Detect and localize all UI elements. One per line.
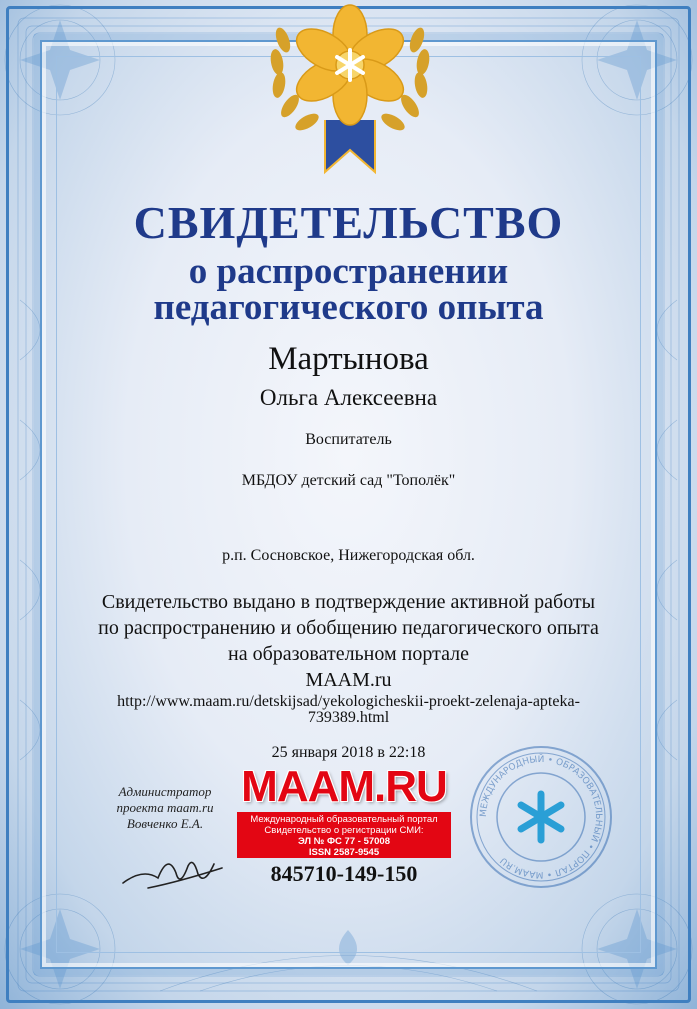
statement-line-3: на образовательном портале xyxy=(228,643,469,665)
publication-url xyxy=(60,694,637,726)
seal-ring-text: МЕЖДУНАРОДНЫЙ • ОБРАЗОВАТЕЛЬНЫЙ • ПОРТАЛ • MAAM.RU xyxy=(478,754,604,880)
seal-stamp-icon xyxy=(466,742,616,892)
admin-block xyxy=(100,784,230,832)
statement-line-2: по распространению и обобщению педагогического опыта xyxy=(98,617,599,639)
publication-url-line-2: 739389.html xyxy=(307,709,390,726)
certificate-subtitle-line1: о распространении xyxy=(188,251,509,292)
recipient-given-names: Ольга Алексеевна xyxy=(259,385,438,410)
recipient-surname: Мартынова xyxy=(268,341,429,377)
admin-name: Вовченко Е.А. xyxy=(126,816,204,831)
publication-url-line-1: http://www.maam.ru/detskijsad/yekologicheskii-proekt-zelenaja-apteka- xyxy=(117,693,580,710)
admin-project: проекта maam.ru xyxy=(116,800,214,815)
certificate-subtitle-line2: педагогического опыта xyxy=(153,287,544,328)
flower-emblem-icon xyxy=(255,0,445,175)
statement-line-1: Свидетельство выдано в подтверждение активной работы xyxy=(101,591,596,613)
logo-registration-line: Свидетельство о регистрации СМИ: xyxy=(264,825,424,836)
statement-text xyxy=(0,589,697,667)
maam-logo-word: MAAM.RU xyxy=(241,762,447,811)
certificate-title: СВИДЕТЕЛЬСТВО xyxy=(133,197,564,248)
recipient-organization: МБДОУ детский сад "Тополёк" xyxy=(241,472,456,489)
signature-icon xyxy=(118,838,228,898)
maam-logo-band xyxy=(237,812,451,858)
certificate-number: 845710-149-150 xyxy=(270,861,418,886)
issue-date: 25 января 2018 в 22:18 xyxy=(271,744,426,761)
admin-title: Администратор xyxy=(118,784,212,799)
logo-issn-line: ISSN 2587-9545 xyxy=(308,847,380,858)
recipient-location: р.п. Сосновское, Нижегородская обл. xyxy=(222,547,475,564)
recipient-position: Воспитатель xyxy=(305,431,392,448)
portal-name: MAAM.ru xyxy=(305,669,392,691)
logo-license-line: ЭЛ № ФС 77 - 57008 xyxy=(298,836,390,847)
maam-logo xyxy=(237,762,451,858)
logo-portal-line: Международный образовательный портал xyxy=(250,814,438,825)
